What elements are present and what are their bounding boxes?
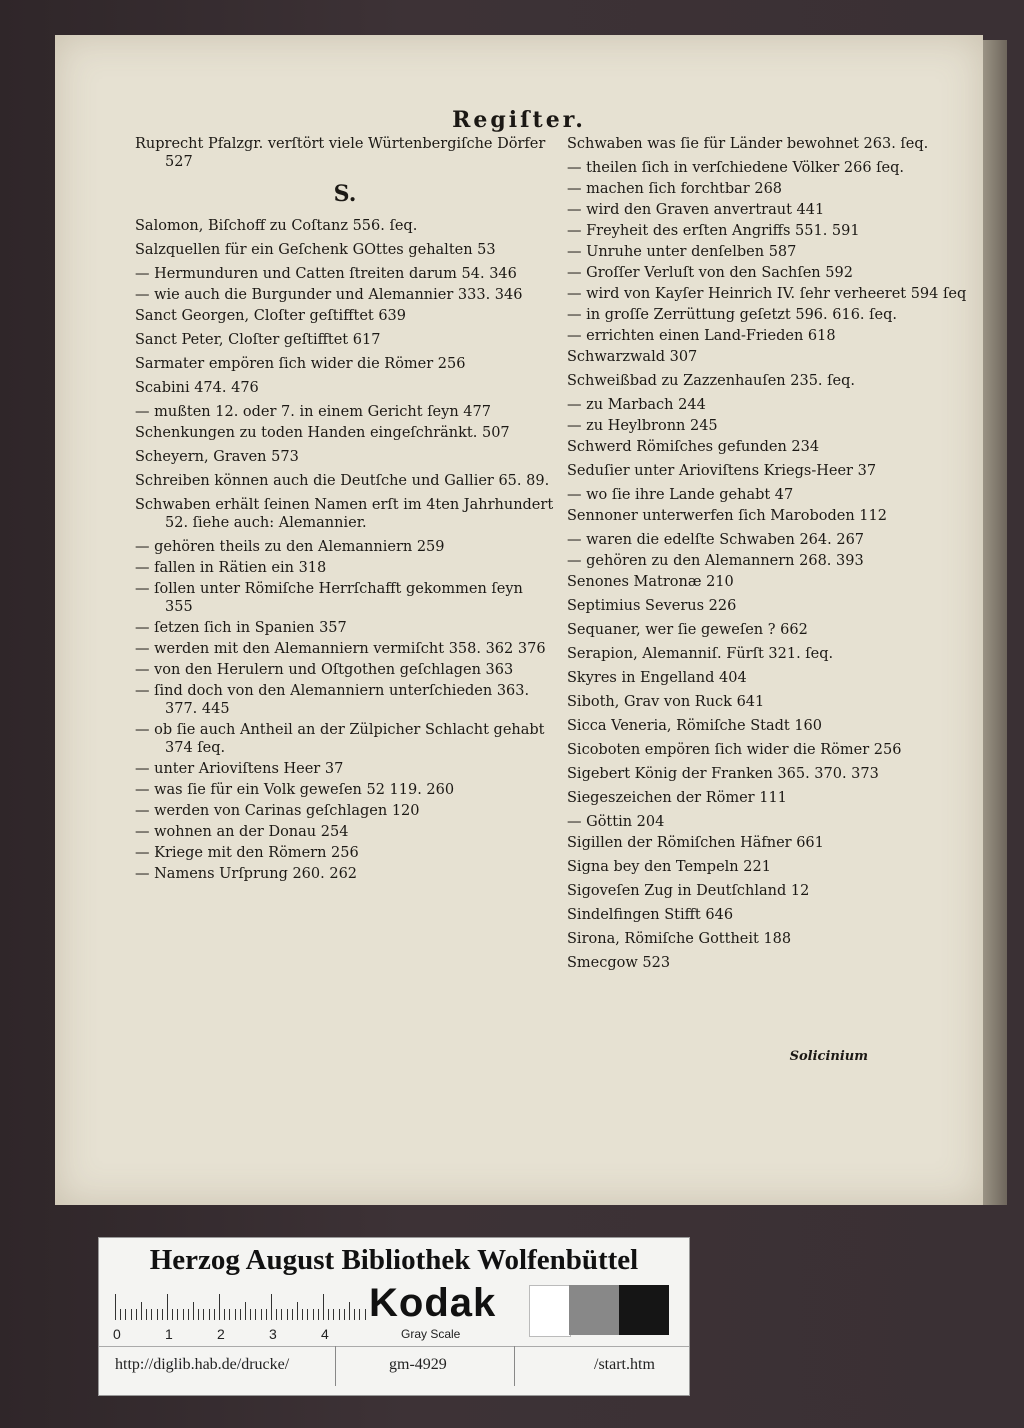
url-divider (514, 1346, 515, 1386)
ruler-tick (365, 1309, 366, 1320)
ruler-number: 4 (321, 1326, 329, 1342)
url-base: http://diglib.hab.de/drucke/ (115, 1356, 290, 1373)
index-subentry: — Kriege mit den Römern 256 (135, 845, 359, 861)
index-entry: Salzquellen für ein Geſchenk GOttes gehalten 53 (135, 242, 496, 258)
index-entry: Schenkungen zu toden Handen eingeſchränkt. 507 (135, 425, 510, 441)
index-entry: Sigoveſen Zug in Deutſchland 12 (567, 883, 810, 899)
ruler-tick (125, 1309, 126, 1320)
index-subentry: — gehören theils zu den Alemanniern 259 (135, 539, 445, 555)
index-entry: Sennoner unterwerfen ſich Maroboden 112 (567, 508, 887, 524)
index-entry: Sirona, Römiſche Gottheit 188 (567, 931, 792, 947)
card-divider (99, 1346, 689, 1347)
ruler-tick (328, 1309, 329, 1320)
index-subentry: — ſetzen ſich in Spanien 357 (135, 620, 347, 636)
index-entry: Schwaben was ſie für Länder bewohnet 263. ſeq. (567, 136, 929, 152)
ruler-tick (141, 1302, 142, 1320)
ruler-tick (307, 1309, 308, 1320)
index-subentry: — ob ſie auch Antheil an der Zülpicher Schlacht gehabt 374 ſeq. (135, 722, 545, 756)
ruler-tick (339, 1309, 340, 1320)
ruler-tick (219, 1294, 220, 1320)
section-letter: S. (333, 181, 357, 207)
shelfmark: gm-4929 (389, 1356, 447, 1373)
index-entry: Septimius Severus 226 (567, 598, 737, 614)
ruler-tick (354, 1309, 355, 1320)
gray-swatch-black (619, 1285, 669, 1335)
ruler-number: 2 (217, 1326, 225, 1342)
ruler-tick (276, 1309, 277, 1320)
ruler-tick (198, 1309, 199, 1320)
index-entry: Siboth, Grav von Ruck 641 (567, 694, 765, 710)
url-divider (335, 1346, 336, 1386)
ruler-tick (183, 1309, 184, 1320)
ruler-tick (323, 1294, 324, 1320)
ruler-tick (281, 1309, 282, 1320)
ruler-tick (297, 1302, 298, 1320)
index-subentry: — theilen ſich in verſchiedene Völker 266 ſeq. (567, 160, 904, 176)
index-subentry: — errichten einen Land-Frieden 618 (567, 328, 836, 344)
index-subentry: — unter Arioviſtens Heer 37 (135, 761, 344, 777)
ruler-tick (245, 1302, 246, 1320)
ruler-scale (115, 1290, 365, 1320)
ruler-tick (302, 1309, 303, 1320)
ruler-tick (240, 1309, 241, 1320)
gray-scale-label: Gray Scale (401, 1327, 461, 1341)
index-subentry: — wie auch die Burgunder und Alemannier 333. 346 (135, 287, 523, 303)
index-entry: Schwerd Römiſches gefunden 234 (567, 439, 820, 455)
index-entry: Sarmater empören ſich wider die Römer 256 (135, 356, 466, 372)
ruler-tick (167, 1294, 168, 1320)
index-subentry: — Groſſer Verluſt von den Sachſen 592 (567, 265, 853, 281)
index-entry: Scabini 474. 476 (135, 380, 259, 396)
index-subentry: — Unruhe unter denſelben 587 (567, 244, 797, 260)
page-header: Regiſter. (452, 107, 586, 133)
index-subentry: — gehören zu den Alemannern 268. 393 (567, 553, 864, 569)
ruler-tick (136, 1309, 137, 1320)
index-entry: Schreiben können auch die Deutſche und Gallier 65. 89. (135, 473, 550, 489)
kodak-logo: Kodak (369, 1281, 497, 1325)
index-subentry: — werden von Carinas geſchlagen 120 (135, 803, 420, 819)
index-subentry: — werden mit den Alemanniern vermiſcht 358. 362 376 (135, 641, 546, 657)
index-entry: Senones Matronæ 210 (567, 574, 734, 590)
index-entry: Schwaben erhält ſeinen Namen erſt im 4ten Jahrhundert 52. ſiehe auch: Alemannier. (135, 497, 554, 531)
ruler-tick (318, 1309, 319, 1320)
index-subentry: — mußten 12. oder 7. in einem Gericht ſeyn 477 (135, 404, 491, 420)
index-subentry: — in groſſe Zerrüttung geſetzt 596. 616. ſeq. (567, 307, 897, 323)
index-entry: Scheyern, Graven 573 (135, 449, 299, 465)
url-suffix: /start.htm (594, 1356, 655, 1373)
ruler-number: 3 (269, 1326, 277, 1342)
library-label-card (98, 1237, 690, 1396)
ruler-tick (313, 1309, 314, 1320)
index-subentry: — von den Herulern und Oſtgothen geſchlagen 363 (135, 662, 514, 678)
index-subentry: — waren die edelſte Schwaben 264. 267 (567, 532, 865, 548)
ruler-tick (261, 1309, 262, 1320)
ruler-tick (349, 1302, 350, 1320)
gray-swatch-mid (569, 1285, 619, 1335)
index-entry: Sicca Veneria, Römiſche Stadt 160 (567, 718, 822, 734)
page-edge (983, 40, 1007, 1205)
ruler-tick (209, 1309, 210, 1320)
index-entry: Serapion, Alemanniſ. Fürſt 321. ſeq. (567, 646, 834, 662)
ruler-tick (229, 1309, 230, 1320)
ruler-tick (255, 1309, 256, 1320)
ruler-tick (172, 1309, 173, 1320)
ruler-tick (120, 1309, 121, 1320)
index-subentry: — wird von Kayſer Heinrich IV. ſehr verheeret 594 ſeq (567, 286, 967, 302)
index-subentry: — fallen in Rätien ein 318 (135, 560, 327, 576)
index-entry: Sigillen der Römiſchen Häfner 661 (567, 835, 824, 851)
catchword: Solicinium (789, 1049, 868, 1064)
index-subentry: — wohnen an der Donau 254 (135, 824, 349, 840)
index-entry: Sanct Georgen, Cloſter geſtifftet 639 (135, 308, 407, 324)
index-entry: Sigebert König der Franken 365. 370. 373 (567, 766, 879, 782)
gray-swatch-white (529, 1285, 571, 1337)
ruler-tick (177, 1309, 178, 1320)
ruler-tick (271, 1294, 272, 1320)
index-entry: Salomon, Biſchoff zu Coſtanz 556. ſeq. (135, 218, 418, 234)
index-subentry: — was ſie für ein Volk geweſen 52 119. 260 (135, 782, 455, 798)
ruler-tick (266, 1309, 267, 1320)
index-entry: Signa bey den Tempeln 221 (567, 859, 771, 875)
index-subentry: — zu Marbach 244 (567, 397, 706, 413)
index-entry: Sanct Peter, Cloſter geſtifftet 617 (135, 332, 381, 348)
ruler-tick (292, 1309, 293, 1320)
ruler-number: 0 (113, 1326, 121, 1342)
index-entry: Sindelfingen Stifft 646 (567, 907, 734, 923)
index-subentry: — Freyheit des erſten Angriffs 551. 591 (567, 223, 860, 239)
ruler-tick (151, 1309, 152, 1320)
index-entry: Skyres in Engelland 404 (567, 670, 747, 686)
ruler-tick (188, 1309, 189, 1320)
document-page (55, 35, 983, 1205)
index-entry: Siegeszeichen der Römer 111 (567, 790, 787, 806)
ruler-tick (203, 1309, 204, 1320)
index-entry: Smecgow 523 (567, 955, 671, 971)
ruler-tick (214, 1309, 215, 1320)
ruler-tick (193, 1302, 194, 1320)
ruler-tick (131, 1309, 132, 1320)
ruler-number: 1 (165, 1326, 173, 1342)
index-entry: Schweißbad zu Zazzenhauſen 235. ſeq. (567, 373, 855, 389)
ruler-tick (235, 1309, 236, 1320)
ruler-tick (250, 1309, 251, 1320)
index-subentry: — wird den Graven anvertraut 441 (567, 202, 825, 218)
index-entry: Ruprecht Pfalzgr. verſtört viele Würtenbergiſche Dörfer 527 (135, 136, 546, 170)
ruler-tick (162, 1309, 163, 1320)
index-subentry: — Hermunduren und Catten ſtreiten darum 54. 346 (135, 266, 517, 282)
index-subentry: — ſollen unter Römiſche Herrſchafft gekommen ſeyn 355 (135, 581, 523, 615)
ruler-tick (344, 1309, 345, 1320)
ruler-tick (359, 1309, 360, 1320)
right-column (567, 135, 967, 978)
library-name: Herzog August Bibliothek Wolfenbüttel (149, 1244, 639, 1276)
ruler-tick (333, 1309, 334, 1320)
ruler-tick (157, 1309, 158, 1320)
left-column (135, 135, 555, 886)
index-subentry: — Namens Urſprung 260. 262 (135, 866, 358, 882)
index-subentry: — wo ſie ihre Lande gehabt 47 (567, 487, 794, 503)
index-entry: Sicoboten empören ſich wider die Römer 256 (567, 742, 902, 758)
index-subentry: — machen ſich forchtbar 268 (567, 181, 783, 197)
index-entry: Seduſier unter Arioviſtens Kriegs-Heer 37 (567, 463, 877, 479)
ruler-tick (115, 1294, 116, 1320)
index-entry: Schwarzwald 307 (567, 349, 698, 365)
index-subentry: — ſind doch von den Alemanniern unterſchieden 363. 377. 445 (135, 683, 530, 717)
index-subentry: — zu Heylbronn 245 (567, 418, 718, 434)
index-subentry: — Göttin 204 (567, 814, 665, 830)
ruler-tick (146, 1309, 147, 1320)
index-entry: Sequaner, wer ſie geweſen ? 662 (567, 622, 808, 638)
ruler-tick (224, 1309, 225, 1320)
ruler-tick (287, 1309, 288, 1320)
